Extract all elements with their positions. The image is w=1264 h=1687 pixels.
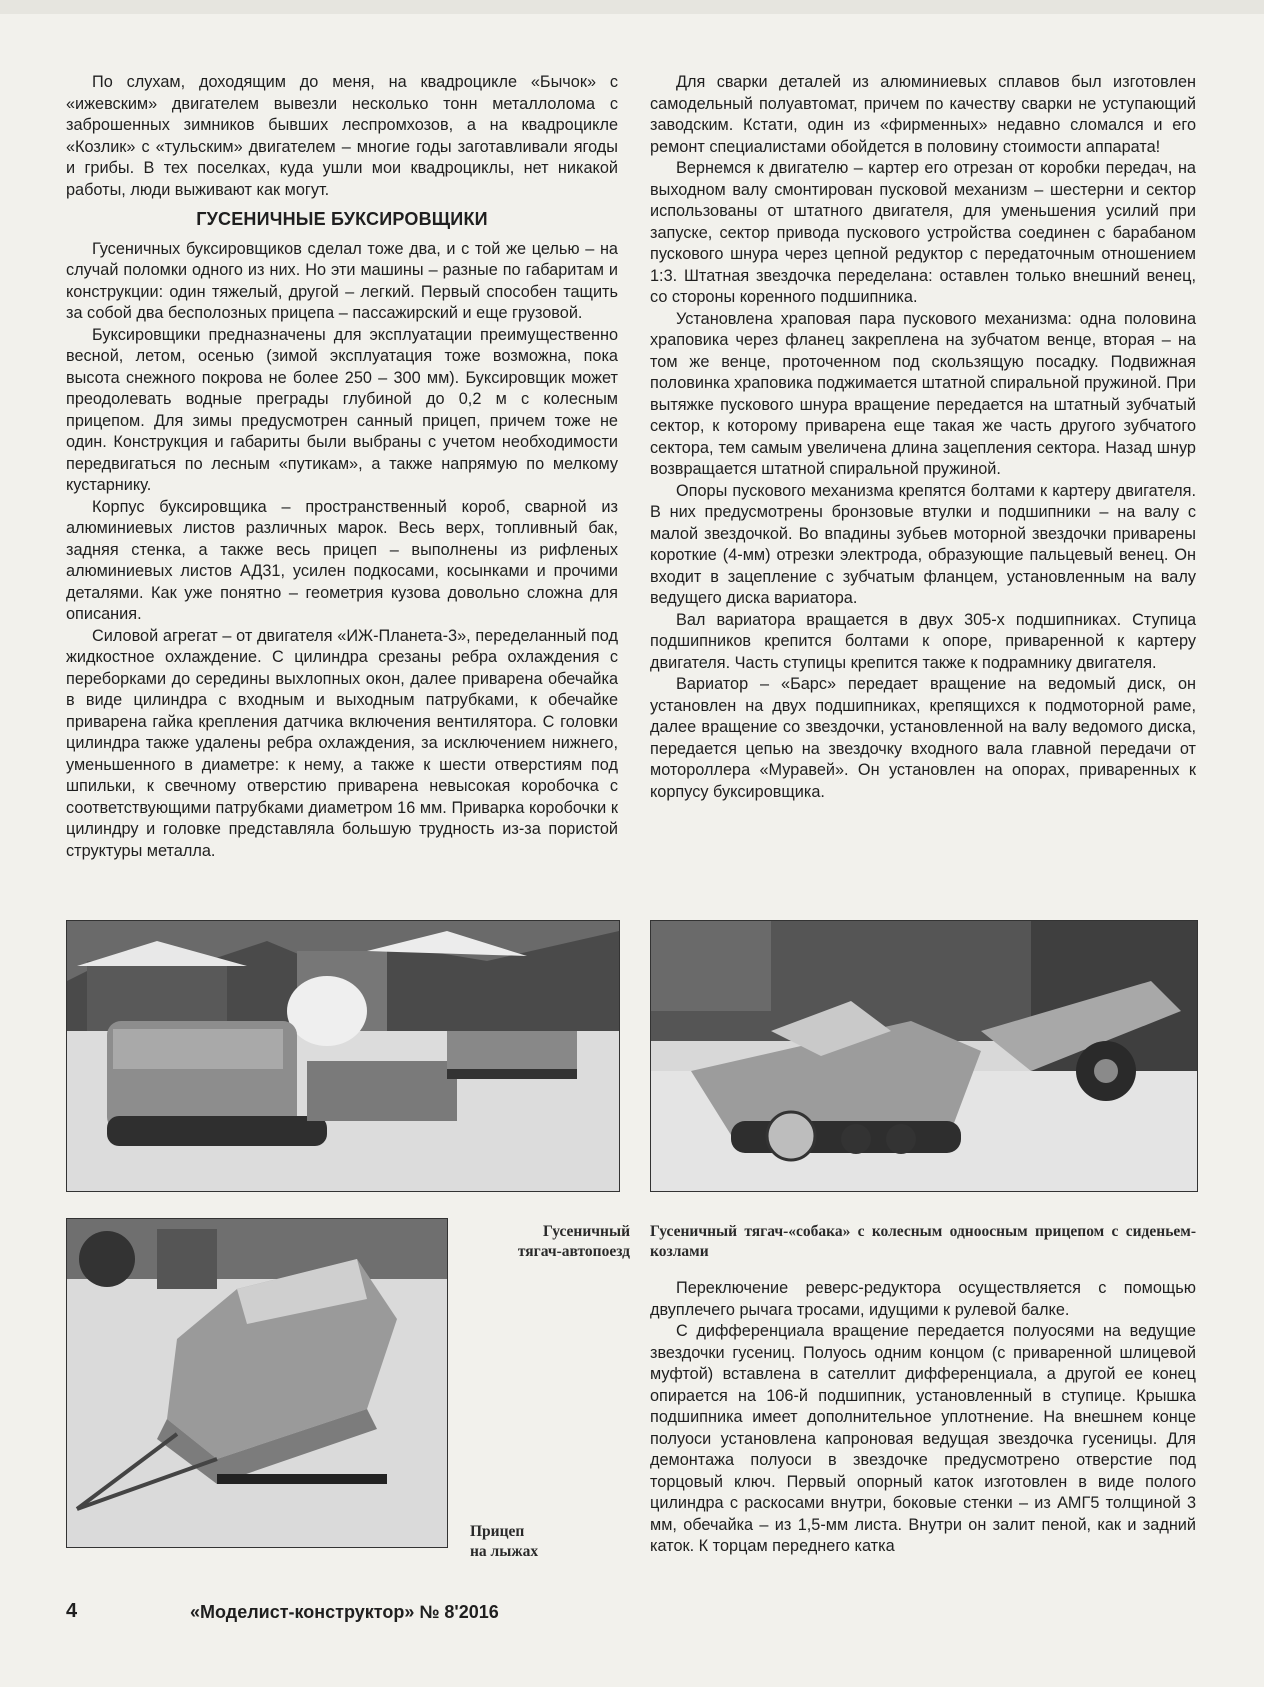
right-column (650, 72, 1196, 803)
paragraph: Опоры пускового механизма крепятся болтами к картеру двигателя. В них предусмотрены бронзовые втулки и подшипники – на валу с малой звездочкой. Во впадины зубьев моторной звездочки приварены короткие (4-мм) отрезки электрода, образующие пальцевый венец. Он входит в зацепление с зубчатым фланцем, установленным на валу ведущего диска вариатора. (650, 481, 1196, 607)
paragraph: По слухам, доходящим до меня, на квадроцикле «Бычок» с «ижевским» двигателем вывезли несколько тонн металлолома с заброшенных зимников бывших леспромхозов, а на квадроцикле «Козлик» с «тульским» двигателем – многие годы заготавливали ягоды и грибы. В тех поселках, куда ушли мои квадроциклы, нет никакой работы, люди выживают как могут. (66, 73, 618, 199)
photo-tractor-train (66, 920, 620, 1192)
paragraph: Силовой агрегат – от двигателя «ИЖ-Планета-3», переделанный под жидкостное охлаждение. С цилиндра срезаны ребра охлаждения с переборками до середины выхлопных окон, далее приварена обечайка в виде цилиндра с входным и выходным патрубками, к обечайке приварена гайка крепления датчика включения вентилятора. С головки цилиндра также удалены ребра охлаждения, за исключением нижнего, уменьшенного в диаметре: к нему, а также к шести отверстиям под шпильки, к свечному отверстию приварена невысокая коробочка с соответствующими патрубками диаметром 16 мм. Приварка коробочки к цилиндру и головке представляла большую трудность из-за пористой структуры металла. (66, 626, 618, 860)
caption-ski-trailer: Прицеп на лыжах (470, 1523, 539, 1560)
paragraph: Переключение реверс-редуктора осуществляется с помощью двуплечего рычага тросами, идущими к рулевой балке. (650, 1279, 1196, 1319)
caption-tractor-dog: Гусеничный тягач-«собака» с колесным одноосным прицепом с сиденьем-козлами (650, 1223, 1196, 1260)
section-heading: ГУСЕНИЧНЫЕ БУКСИРОВЩИКИ (196, 209, 488, 229)
paragraph: Вернемся к двигателю – картер его отрезан от коробки передач, на выходном валу смонтирован пусковой механизм – шестерни и сектор использованы от штатного двигателя, для уменьшения усилий при запуске, сектор привода пускового устройства соединен с барабаном пускового шнура через цепной редуктор с передаточным отношением 1:3. Штатная звездочка переделана: оставлен только внешний венец, со стороны коренного подшипника. (650, 159, 1196, 306)
paragraph: Буксировщики предназначены для эксплуатации преимущественно весной, летом, осенью (зимой эксплуатация тоже возможна, пока высота снежного покрова не более 250 – 300 мм). Буксировщик может преодолевать водные преграды глубиной до 0,2 м с колесным прицепом. Для зимы предусмотрен санный прицеп, причем тоже не один. Конструкция и габариты были выбраны с учетом необходимости передвигаться по лесным «путикам», а также напрямую по мелкому кустарнику. (66, 325, 618, 494)
paragraph: Для сварки деталей из алюминиевых сплавов был изготовлен самодельный полуавтомат, причем по качеству сварки не уступающий заводским. Кстати, один из «фирменных» недавно сломался и его ремонт специалистами обойдется в половину стоимости аппарата! (650, 73, 1196, 156)
left-column (66, 72, 618, 862)
magazine-footer: «Моделист-конструктор» № 8'2016 (190, 1602, 499, 1622)
paragraph: Вариатор – «Барс» передает вращение на ведомый диск, он установлен на двух подшипниках, крепящихся к подмоторной раме, далее вращение со звездочки, установленной на валу ведомого диска, передается цепью на звездочку входного вала главной передачи от мотороллера «Муравей». Он установлен на опорах, приваренных к корпусу буксировщика. (650, 675, 1196, 801)
paragraph: Гусеничных буксировщиков сделал тоже два, и с той же целью – на случай поломки одного из них. Но эти машины – разные по габаритам и конструкции: один тяжелый, другой – легкий. Первый способен тащить за собой два бесполозных прицепа – пассажирский и еще грузовой. (66, 239, 618, 322)
page-top-strip (0, 0, 1264, 14)
bottom-right-column (650, 1278, 1196, 1558)
paragraph: Корпус буксировщика – пространственный короб, сварной из алюминиевых листов различных марок. Весь верх, топливный бак, задняя стенка, а также весь прицеп – выполнены из рифленых алюминиевых листов АД31, усилен подкосами, косынками и прочими деталями. Как уже понятно – геометрия кузова довольно сложна для описания. (66, 497, 618, 623)
page-number: 4 (66, 1600, 78, 1622)
paragraph: С дифференциала вращение передается полуосями на ведущие звездочки гусениц. Полуось одним концом (с приваренной шлицевой муфтой) вставлена в сателлит дифференциала, а другой ее конец опирается на 106-й подшипник, установленный в ступице. Крышка подшипника имеет дополнительное уплотнение. На внешнем конце полуоси установлена капроновая ведущая звездочка гусеницы. Для демонтажа полуоси в звездочке предусмотрено отверстие под торцовый ключ. Первый опорный каток изготовлен в виде полого цилиндра с раскосами внутри, боковые стенки – из АМГ5 толщиной 3 мм, обечайка – из 1,5-мм листа. Внутри он залит пеной, как и задний каток. К торцам переднего катка (650, 1322, 1196, 1555)
paragraph: Установлена храповая пара пускового механизма: одна половина храповика через фланец закреплена на зубчатом венце, вторая – на том же венце, проточенном под скользящую посадку. Подвижная половинка храповика поджимается штатной спиральной пружиной. При вытяжке пускового шнура вращение передается на штатный зубчатый сектор, к которому приварена еще такая же часть другого зубчатого сектора, тем самым увеличена длина зацепления сектора. Назад шнур возвращается штатной спиральной пружиной. (650, 309, 1196, 478)
caption-tractor-train: Гусеничный тягач-автопоезд (517, 1223, 630, 1260)
photo-ski-trailer (66, 1218, 448, 1548)
photo-tractor-dog (650, 920, 1198, 1192)
paragraph: Вал вариатора вращается в двух 305-х подшипниках. Ступица подшипников крепится болтами к опоре, приваренной к картеру двигателя. Часть ступицы крепится также к подрамнику двигателя. (650, 610, 1196, 672)
